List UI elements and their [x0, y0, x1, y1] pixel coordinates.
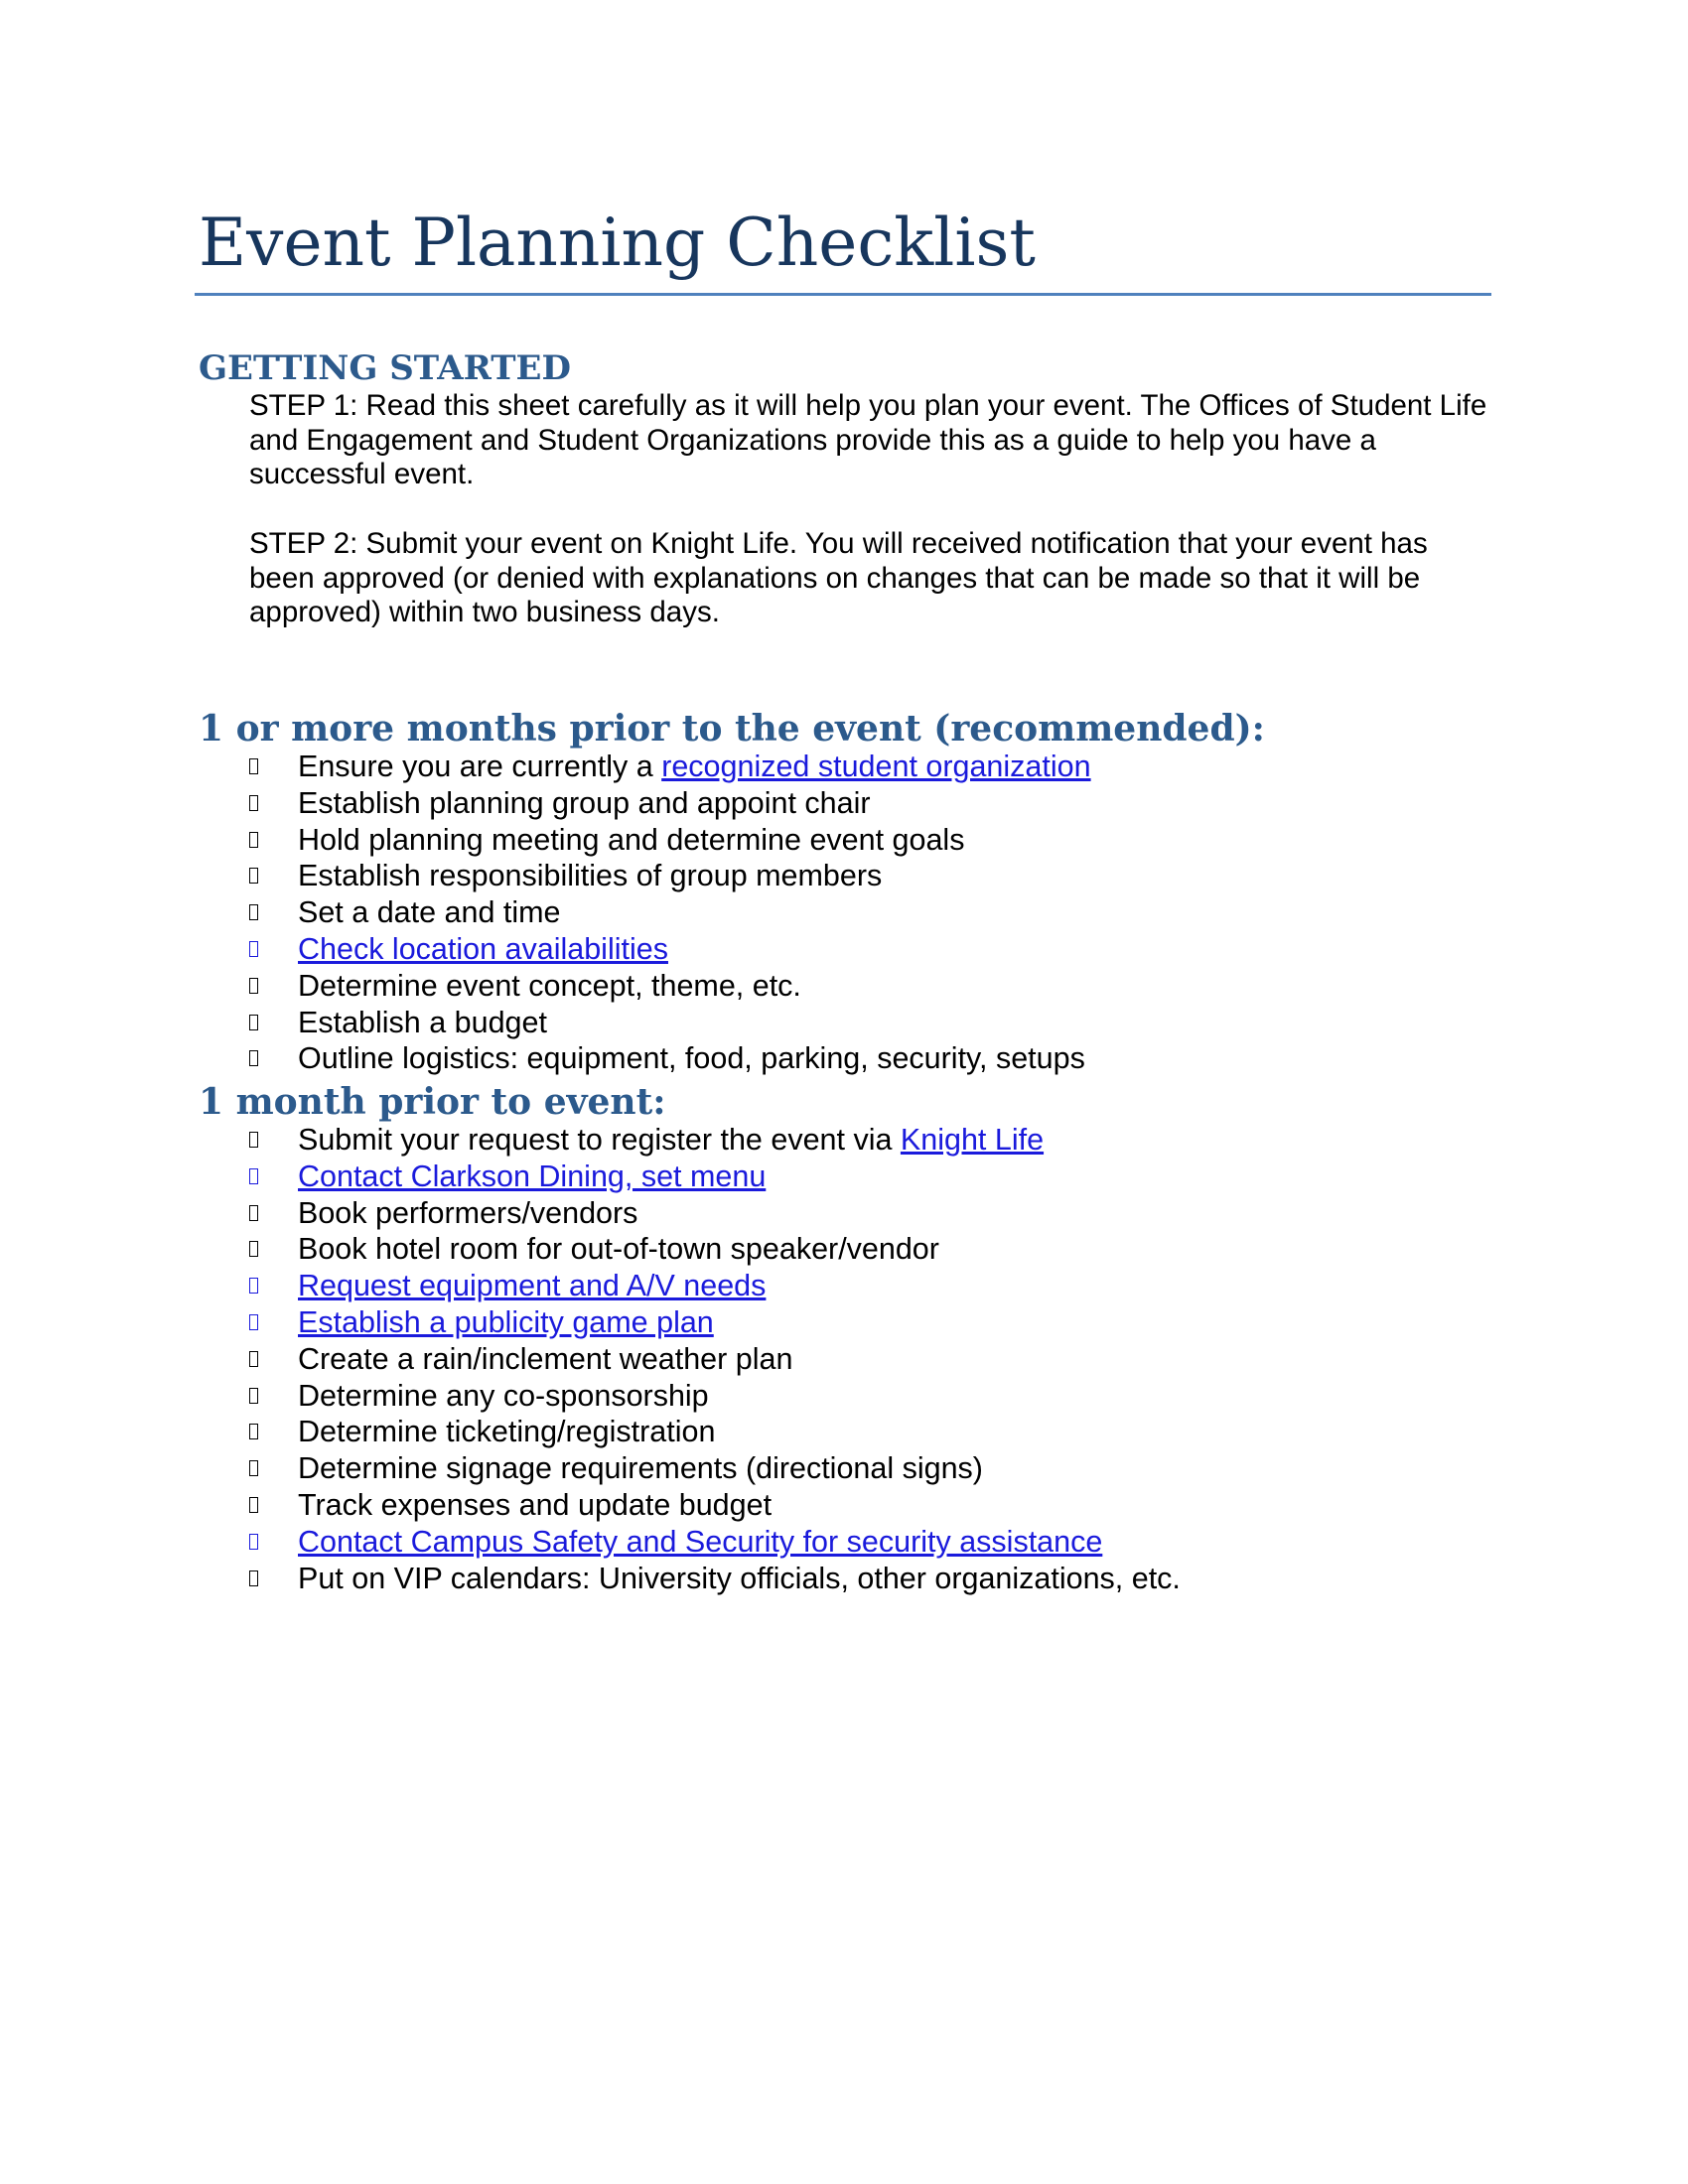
checklist-item-text: Outline logistics: equipment, food, parking, security, setups: [298, 1041, 1085, 1076]
checkbox-icon[interactable]: [249, 1314, 258, 1330]
months-prior-heading: 1 or more months prior to the event (recommended):: [199, 708, 1265, 750]
title-divider: [195, 293, 1491, 296]
checklist-item-text: [298, 1268, 766, 1304]
step-1-text: STEP 1: Read this sheet carefully as it will help you plan your event. The Offices of Student Life and Engagement and Student Organizations provide this as a guide to help you have a successful event.: [249, 389, 1487, 491]
checklist-item-text: Book performers/vendors: [298, 1195, 638, 1230]
checklist-item-text: Track expenses and update budget: [298, 1487, 773, 1522]
checkbox-icon[interactable]: [249, 904, 258, 920]
checklist-link[interactable]: Establish a publicity game plan: [298, 1304, 714, 1339]
checkbox-icon[interactable]: [249, 1534, 258, 1550]
checklist-item-text: Set a date and time: [298, 895, 561, 930]
checklist-item-text: Determine event concept, theme, etc.: [298, 968, 801, 1003]
getting-started-heading: GETTING STARTED: [199, 348, 571, 388]
getting-started-steps: [249, 389, 1500, 630]
checklist-item-prefix: Submit your request to register the event via: [298, 1123, 901, 1157]
checklist-item-text: Determine ticketing/registration: [298, 1415, 716, 1449]
checklist-link[interactable]: Contact Clarkson Dining, set menu: [298, 1159, 767, 1193]
checklist-item-text: Establish a budget: [298, 1005, 547, 1039]
checklist-link[interactable]: recognized student organization: [661, 750, 1091, 783]
month-prior-heading: 1 month prior to event:: [199, 1081, 666, 1123]
checkbox-icon[interactable]: [249, 1015, 258, 1030]
checklist-item-text: [298, 1524, 1102, 1561]
checkbox-icon[interactable]: [249, 1278, 258, 1294]
checklist-item-text: [298, 1304, 714, 1341]
checklist-item-text: Determine signage requirements (directional signs): [298, 1451, 983, 1486]
checklist-link[interactable]: Knight Life: [900, 1123, 1045, 1157]
checklist-item-text: [298, 1122, 1044, 1159]
checklist-item-text: [298, 931, 668, 968]
checkbox-icon[interactable]: [249, 758, 258, 774]
checkbox-icon[interactable]: [249, 1168, 258, 1184]
checkbox-icon[interactable]: [249, 1424, 258, 1439]
checklist-item-text: [298, 749, 1091, 785]
checkbox-icon[interactable]: [249, 1388, 258, 1404]
checklist-item-text: Put on VIP calendars: University officials, other organizations, etc.: [298, 1561, 1181, 1595]
checklist-item-text: Create a rain/inclement weather plan: [298, 1341, 793, 1376]
checkbox-icon[interactable]: [249, 1132, 258, 1148]
page-title: Event Planning Checklist: [199, 205, 1036, 281]
checkbox-icon[interactable]: [249, 941, 258, 957]
checklist-item-text: Determine any co-sponsorship: [298, 1378, 709, 1413]
checkbox-icon[interactable]: [249, 1205, 258, 1221]
checklist-link[interactable]: Contact Campus Safety and Security for security assistance: [298, 1524, 1103, 1559]
checklist-link[interactable]: Check location availabilities: [298, 931, 668, 966]
step-2-text: STEP 2: Submit your event on Knight Life. You will received notification that your event has been approved (or denied with explanations on changes that can be made so that it will be approved) within two business days.: [249, 526, 1428, 629]
checklist-item-text: Book hotel room for out-of-town speaker/vendor: [298, 1232, 939, 1267]
checklist-item-text: Establish responsibilities of group members: [298, 859, 883, 893]
checkbox-icon[interactable]: [249, 978, 258, 994]
checklist-item-text: Hold planning meeting and determine event goals: [298, 822, 965, 857]
checklist-item-text: Establish planning group and appoint chair: [298, 785, 871, 820]
checkbox-icon[interactable]: [249, 795, 258, 811]
checkbox-icon[interactable]: [249, 868, 258, 884]
checkbox-icon[interactable]: [249, 1497, 258, 1513]
checkbox-icon[interactable]: [249, 1570, 258, 1586]
checklist-link[interactable]: Request equipment and A/V needs: [298, 1269, 767, 1303]
checkbox-icon[interactable]: [249, 1460, 258, 1476]
checklist-item-text: [298, 1159, 766, 1195]
checkbox-icon[interactable]: [249, 1241, 258, 1257]
checkbox-icon[interactable]: [249, 832, 258, 848]
checkbox-icon[interactable]: [249, 1351, 258, 1367]
checklist-item-prefix: Ensure you are currently a: [298, 750, 662, 783]
checkbox-icon[interactable]: [249, 1050, 258, 1066]
